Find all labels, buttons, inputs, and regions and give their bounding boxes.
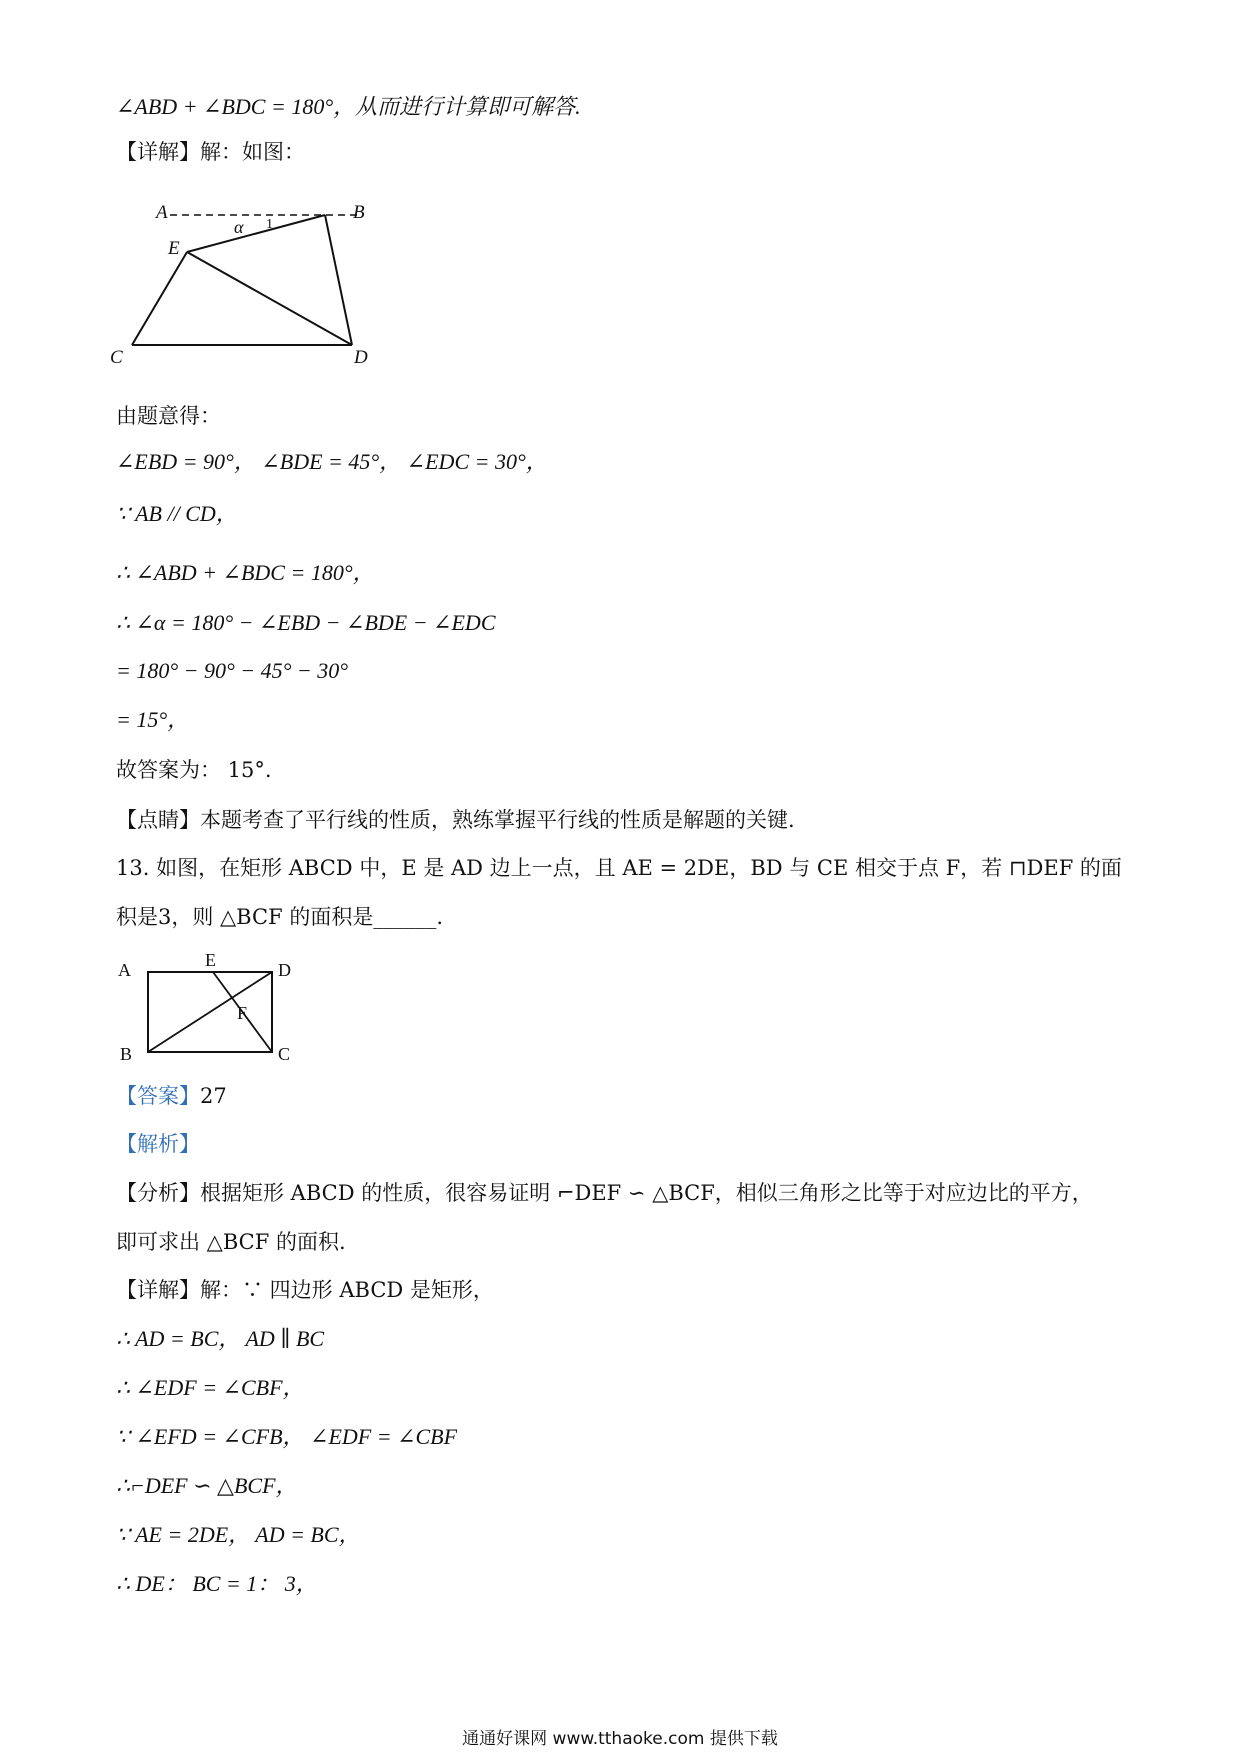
label-b: B — [120, 1044, 133, 1064]
text-line-21: ∵ ∠EFD = ∠CFB， ∠EDF = ∠CBF — [116, 1424, 458, 1449]
label-one: 1 — [266, 217, 273, 232]
text-line-18: 【详解】解：∵ 四边形 ABCD 是矩形， — [116, 1278, 494, 1302]
label-c: C — [278, 1044, 291, 1064]
text-line-23: ∵ AE = 2DE， AD = BC， — [116, 1522, 361, 1547]
label-f: F — [237, 1003, 248, 1023]
text-line-1: ∠ABD + ∠BDC = 180°，从而进行计算即可解答. — [116, 94, 581, 119]
label-a: A — [118, 960, 131, 980]
segment-ec — [132, 252, 187, 345]
figure-2-rectangle — [116, 952, 316, 1077]
text-line-6: ∴ ∠ABD + ∠BDC = 180°， — [116, 560, 375, 585]
answer-line — [116, 1081, 227, 1111]
text-line-22: ∴⌐DEF ∽ △BCF， — [116, 1473, 298, 1498]
text-line-19: ∴ AD = BC， AD ∥ BC — [116, 1326, 325, 1351]
segment-ed — [187, 252, 352, 345]
label-b: B — [353, 202, 365, 223]
segment-bd — [325, 215, 352, 345]
analysis-tag: 【解析】 — [116, 1132, 200, 1156]
answer-value: 27 — [200, 1084, 227, 1108]
text-line-16: 【分析】根据矩形 ABCD 的性质，很容易证明 ⌐DEF ∽ △BCF，相似三角形之比等于对应边比的平方， — [116, 1181, 1093, 1205]
answer-tag: 【答案】 — [116, 1084, 200, 1108]
label-a: A — [156, 202, 168, 223]
figure-1-quadrilateral — [110, 195, 410, 368]
text-line-5: ∵ AB // CD， — [116, 501, 238, 526]
label-d: D — [354, 347, 368, 368]
label-e: E — [168, 238, 180, 259]
text-line-17: 即可求出 △BCF 的面积. — [116, 1230, 346, 1254]
question-13-line-2: 积是3，则 △BCF 的面积是______. — [116, 905, 443, 929]
text-line-20: ∴ ∠EDF = ∠CBF， — [116, 1375, 305, 1400]
text-line-4: ∠EBD = 90°， ∠BDE = 45°， ∠EDC = 30°， — [116, 449, 548, 474]
text-line-8: = 180° − 90° − 45° − 30° — [116, 658, 349, 683]
label-e: E — [205, 950, 216, 970]
label-alpha: α — [234, 217, 244, 237]
label-d: D — [278, 960, 291, 980]
label-c: C — [110, 347, 123, 368]
text-line-24: ∴ DE： BC = 1： 3， — [116, 1571, 318, 1596]
diagonal-bd — [148, 972, 272, 1052]
text-line-7: ∴ ∠α = 180° − ∠EBD − ∠BDE − ∠EDC — [116, 610, 496, 635]
segment-eb — [187, 215, 325, 252]
text-line-11: 【点睛】本题考查了平行线的性质，熟练掌握平行线的性质是解题的关键. — [116, 808, 795, 832]
text-line-2: 【详解】解：如图： — [116, 140, 305, 164]
text-line-3: 由题意得： — [116, 404, 221, 428]
footer-watermark: 通通好课网 www.tthaoke.com 提供下载 — [462, 1729, 778, 1749]
text-line-10: 故答案为： 15°. — [116, 758, 272, 782]
question-13-line-1: 13. 如图，在矩形 ABCD 中，E 是 AD 边上一点，且 AE = 2DE，BD 与 CE 相交于点 F，若 ⊓DEF 的面 — [116, 856, 1122, 880]
text-line-9: = 15°， — [116, 707, 190, 732]
